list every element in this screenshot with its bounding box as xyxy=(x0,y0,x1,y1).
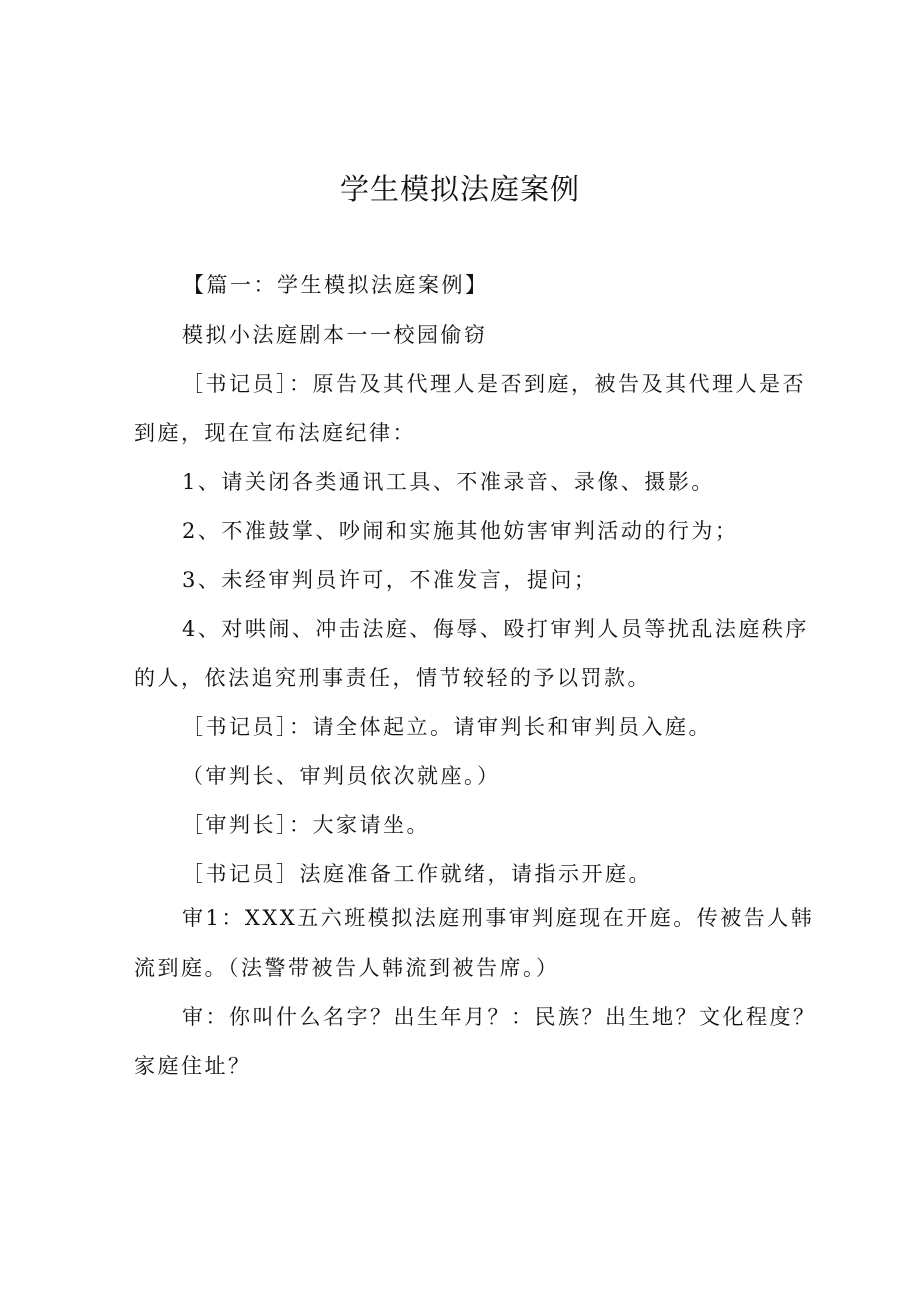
section-heading: 【篇一：学生模拟法庭案例】 xyxy=(183,273,489,297)
paragraph-line: 家庭住址？ xyxy=(134,1054,252,1078)
paragraph-line: ［审判长］：大家请坐。 xyxy=(182,813,430,837)
paragraph-line: 流到庭。（法警带被告人韩流到被告席。） xyxy=(134,956,560,980)
stage-direction: （审判长、审判员依次就座。） xyxy=(182,764,501,788)
paragraph-line: 审1：XXX五六班模拟法庭刑事审判庭现在开庭。传被告人韩 xyxy=(182,906,815,930)
rule-item-3: 3、未经审判员许可，不准发言，提问； xyxy=(182,568,598,592)
paragraph-line: ［书记员］：原告及其代理人是否到庭，被告及其代理人是否 xyxy=(182,372,806,396)
paragraph-line: 的人，依法追究刑事责任，情节较轻的予以罚款。 xyxy=(134,666,651,690)
document-title: 学生模拟法庭案例 xyxy=(339,172,580,206)
rule-item-1: 1、请关闭各类通讯工具、不准录音、录像、摄影。 xyxy=(182,470,715,494)
script-subtitle: 模拟小法庭剧本一一校园偷窃 xyxy=(182,323,488,347)
paragraph-line: ［书记员］：请全体起立。请审判长和审判员入庭。 xyxy=(182,715,712,739)
paragraph-line: 到庭，现在宣布法庭纪律： xyxy=(134,421,416,445)
paragraph-line: 审：你叫什么名字？出生年月？：民族？出生地？文化程度？ xyxy=(182,1005,817,1029)
rule-item-4: 4、对哄闹、冲击法庭、侮辱、殴打审判人员等扰乱法庭秩序 xyxy=(182,617,809,641)
rule-item-2: 2、不准鼓掌、吵闹和实施其他妨害审判活动的行为； xyxy=(182,519,739,543)
paragraph-line: ［书记员］法庭准备工作就绪，请指示开庭。 xyxy=(182,862,652,886)
